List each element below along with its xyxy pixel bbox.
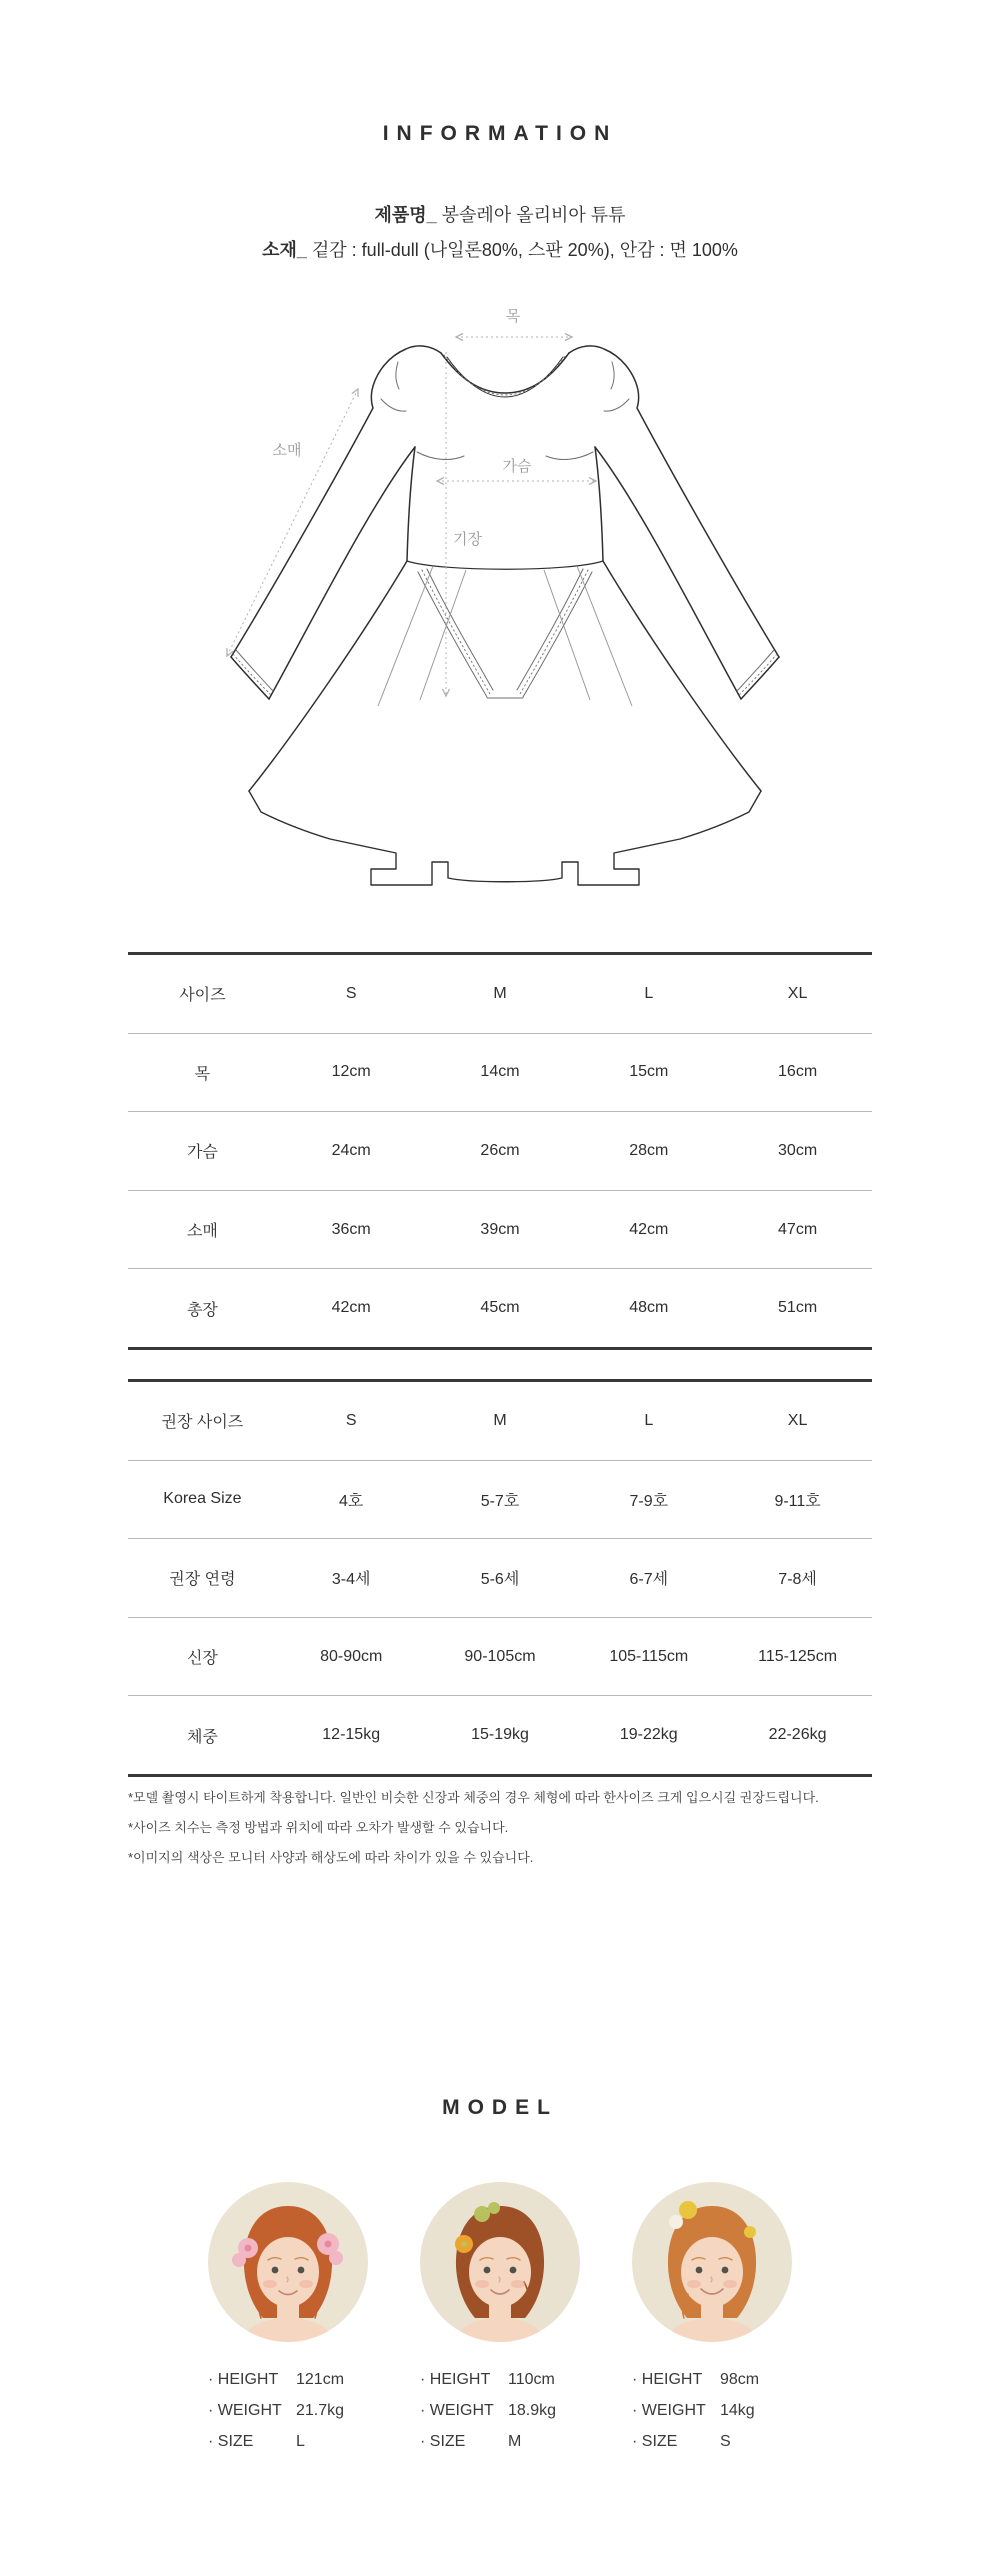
value-cell: 26cm	[480, 1141, 520, 1159]
model-info-1	[208, 2364, 368, 2457]
value-cell: 12-15kg	[322, 1726, 381, 1744]
header-row	[128, 954, 872, 1034]
value-cell: 22-26kg	[768, 1726, 827, 1744]
model-height-line	[208, 2364, 368, 2395]
value-cell: XL	[787, 984, 808, 1002]
value-cell: 4호	[339, 1492, 364, 1510]
height-label: · HEIGHT	[632, 2371, 703, 2388]
note-line: *사이즈 치수는 측정 방법과 위치에 따라 오차가 발생할 수 있습니다.	[128, 1820, 509, 1835]
header-row	[128, 1381, 872, 1461]
value-cell: S	[345, 1411, 357, 1429]
value-cell: 36cm	[331, 1220, 371, 1238]
value-cell: 15cm	[629, 1063, 669, 1081]
size-value: L	[296, 2433, 305, 2450]
model-photo-illustration	[420, 2182, 580, 2342]
value-cell: M	[493, 984, 507, 1002]
value-cell: 7-9호	[629, 1492, 669, 1510]
product-name-line	[0, 201, 1000, 227]
value-cell: 48cm	[629, 1299, 669, 1317]
product-material-line	[0, 236, 1000, 262]
skirt-fold-lines	[378, 566, 632, 706]
row-label-cell: 소매	[186, 1223, 218, 1241]
value-cell: 30cm	[778, 1141, 818, 1159]
value-cell: 90-105cm	[464, 1647, 536, 1665]
data-row	[128, 1539, 872, 1618]
value-cell: 5-6세	[480, 1571, 520, 1589]
model-card-1	[208, 2182, 368, 2457]
product-name-label: 제품명_	[374, 205, 437, 225]
row-label-cell: 체중	[186, 1728, 218, 1746]
size-label: · SIZE	[420, 2433, 466, 2450]
value-cell: 24cm	[331, 1141, 371, 1159]
value-cell: 7-8세	[778, 1571, 817, 1589]
model-height-line	[420, 2364, 580, 2395]
dress-measurement-diagram	[120, 300, 880, 950]
row-label-cell: 가슴	[186, 1144, 218, 1162]
value-cell: 12cm	[331, 1063, 371, 1081]
chest-label: 가슴	[502, 458, 532, 475]
value-cell: 16cm	[778, 1063, 818, 1081]
size-label: · SIZE	[632, 2433, 678, 2450]
measurement-labels	[273, 308, 532, 548]
weight-label: · WEIGHT	[420, 2402, 494, 2419]
height-value: 121cm	[296, 2371, 345, 2388]
data-row	[128, 1112, 872, 1191]
note-line: *모델 촬영시 타이트하게 착용합니다. 일반인 비슷한 신장과 체중의 경우 체형에 따라 한사이즈 크게 입으시길 권장드립니다.	[128, 1790, 819, 1805]
value-cell: XL	[787, 1411, 808, 1429]
size-label: · SIZE	[208, 2433, 254, 2450]
model-height-line	[632, 2364, 792, 2395]
model-card-3	[632, 2182, 792, 2457]
value-cell: 28cm	[629, 1141, 669, 1159]
model-title: MODEL	[442, 2096, 558, 2119]
length-label: 기장	[453, 531, 482, 548]
model-info-2	[420, 2364, 580, 2457]
row-label-cell: 목	[194, 1065, 211, 1083]
model-photo-2	[420, 2182, 580, 2342]
value-cell: 14cm	[480, 1063, 520, 1081]
sleeve-label: 소매	[272, 442, 302, 459]
neck-label: 목	[505, 308, 521, 325]
value-cell: 9-11호	[774, 1492, 821, 1510]
value-cell: 105-115cm	[609, 1647, 689, 1665]
weight-label: · WEIGHT	[208, 2402, 282, 2419]
value-cell: L	[644, 1411, 654, 1429]
model-size-line	[420, 2426, 580, 2457]
value-cell: 45cm	[480, 1299, 520, 1317]
model-weight-line	[420, 2395, 580, 2426]
size-notes	[128, 1783, 888, 1873]
data-row	[128, 1033, 872, 1112]
row-label-cell: 권장 연령	[169, 1571, 236, 1589]
row-label-cell: 권장 사이즈	[161, 1414, 244, 1432]
value-cell: L	[644, 984, 654, 1002]
recommended-size-table	[128, 1379, 872, 1777]
weight-value: 14kg	[720, 2402, 755, 2419]
row-label-cell: 총장	[186, 1301, 218, 1319]
height-label: · HEIGHT	[420, 2371, 491, 2388]
value-cell: 3-4세	[331, 1571, 371, 1589]
value-cell: 6-7세	[629, 1571, 669, 1589]
model-photo-illustration	[208, 2182, 368, 2342]
height-label: · HEIGHT	[208, 2371, 279, 2388]
sleeve-arrow	[227, 389, 358, 656]
weight-label: · WEIGHT	[632, 2402, 706, 2419]
value-cell: 5-7호	[480, 1492, 520, 1510]
height-value: 110cm	[508, 2371, 555, 2388]
model-cards	[0, 2182, 1000, 2457]
measurement-arrows	[227, 337, 596, 696]
model-card-2	[420, 2182, 580, 2457]
weight-value: 21.7kg	[296, 2402, 345, 2419]
model-size-line	[632, 2426, 792, 2457]
size-value: S	[720, 2433, 731, 2450]
value-cell: 47cm	[778, 1220, 818, 1238]
row-label-cell: 사이즈	[179, 987, 226, 1005]
value-cell: 15-19kg	[471, 1726, 529, 1744]
data-row	[128, 1269, 872, 1349]
model-weight-line	[208, 2395, 368, 2426]
model-size-line	[208, 2426, 368, 2457]
data-row	[128, 1190, 872, 1269]
row-label-cell: Korea Size	[163, 1490, 242, 1508]
product-material-label: 소재_	[262, 240, 307, 260]
data-row	[128, 1617, 872, 1696]
value-cell: S	[345, 984, 357, 1002]
note-line: *이미지의 색상은 모니터 사양과 해상도에 따라 차이가 있을 수 있습니다.	[128, 1850, 534, 1865]
data-row	[128, 1460, 872, 1539]
value-cell: 115-125cm	[758, 1647, 838, 1665]
value-cell: M	[493, 1411, 507, 1429]
value-cell: 80-90cm	[320, 1647, 383, 1665]
value-cell: 51cm	[778, 1299, 818, 1317]
dress-inner-details	[233, 355, 777, 698]
model-weight-line	[632, 2395, 792, 2426]
model-info-3	[632, 2364, 792, 2457]
model-photo-3	[632, 2182, 792, 2342]
value-cell: 42cm	[331, 1299, 371, 1317]
product-material: 겉감 : full-dull (나일론80%, 스판 20%), 안감 : 면 100%	[311, 240, 738, 260]
height-value: 98cm	[720, 2371, 760, 2388]
dress-outline	[231, 346, 779, 885]
size-value: M	[508, 2433, 522, 2450]
value-cell: 19-22kg	[619, 1726, 678, 1744]
weight-value: 18.9kg	[508, 2402, 557, 2419]
data-row	[128, 1696, 872, 1776]
model-photo-1	[208, 2182, 368, 2342]
size-measurement-table	[128, 952, 872, 1350]
value-cell: 39cm	[480, 1220, 520, 1238]
information-title: INFORMATION	[382, 122, 618, 145]
row-label-cell: 신장	[186, 1650, 218, 1668]
model-photo-illustration	[632, 2182, 792, 2342]
value-cell: 42cm	[629, 1220, 669, 1238]
product-name: 봉솔레아 올리비아 튜튜	[441, 205, 626, 225]
